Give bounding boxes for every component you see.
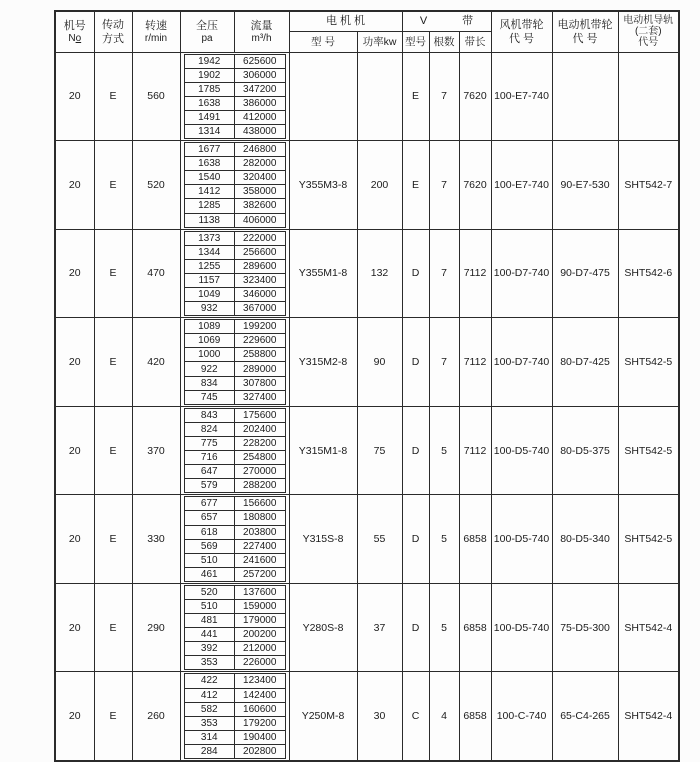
vbelt-length-cell: 7620	[459, 141, 491, 230]
vbelt-count-cell: 7	[429, 52, 459, 141]
flow-value: 222000	[234, 231, 285, 245]
vbelt-length-cell: 6858	[459, 495, 491, 584]
pressure-value: 1491	[184, 110, 234, 124]
pressure-flow-subtable	[184, 673, 286, 759]
table-header	[55, 11, 679, 52]
header-motor-group: 电 机 机	[289, 11, 402, 31]
header-speed: 转速 r/min	[132, 11, 180, 52]
pressure-flow-cell	[180, 141, 289, 230]
pressure-value: 657	[184, 511, 234, 525]
vbelt-model-cell: C	[402, 672, 429, 761]
pressure-value: 647	[184, 465, 234, 479]
pressure-value: 1049	[184, 288, 234, 302]
spec-block-row	[55, 406, 679, 495]
motor-power-cell: 55	[357, 495, 402, 584]
flow-value: 288200	[234, 479, 285, 493]
flow-value: 327400	[234, 390, 285, 404]
motor-rail-cell: SHT542-5	[618, 318, 679, 407]
pressure-value: 1412	[184, 185, 234, 199]
pressure-flow-row	[184, 213, 285, 227]
header-machine-no	[55, 11, 94, 52]
flow-value: 289000	[234, 362, 285, 376]
machine-no-cell: 20	[55, 318, 94, 407]
speed-cell: 520	[132, 141, 180, 230]
vbelt-count-cell: 5	[429, 406, 459, 495]
pressure-value: 353	[184, 716, 234, 730]
pressure-value: 1089	[184, 320, 234, 334]
pressure-flow-row	[184, 348, 285, 362]
vbelt-count-cell: 5	[429, 583, 459, 672]
pressure-value: 353	[184, 656, 234, 670]
motor-rail-cell: SHT542-4	[618, 583, 679, 672]
vbelt-count-cell: 5	[429, 495, 459, 584]
pressure-flow-subtable	[184, 231, 286, 317]
pressure-flow-cell	[180, 672, 289, 761]
pressure-flow-row	[184, 245, 285, 259]
pressure-flow-subtable	[184, 142, 286, 228]
pressure-value: 716	[184, 451, 234, 465]
pressure-flow-row	[184, 479, 285, 493]
motor-power-cell: 200	[357, 141, 402, 230]
machine-no-cell: 20	[55, 52, 94, 141]
flow-value: 257200	[234, 567, 285, 581]
speed-cell: 560	[132, 52, 180, 141]
flow-value: 347200	[234, 82, 285, 96]
motor-model-cell: Y315S-8	[289, 495, 357, 584]
pressure-value: 1540	[184, 171, 234, 185]
pressure-value: 922	[184, 362, 234, 376]
motor-pulley-cell: 90-D7-475	[552, 229, 618, 318]
drive-mode-cell: E	[94, 318, 132, 407]
flow-value: 228200	[234, 436, 285, 450]
vbelt-length-cell: 7620	[459, 52, 491, 141]
pressure-value: 481	[184, 614, 234, 628]
spec-block-row	[55, 52, 679, 141]
motor-pulley-cell: 75-D5-300	[552, 583, 618, 672]
pressure-flow-row	[184, 302, 285, 316]
spec-block-row	[55, 141, 679, 230]
pressure-value: 775	[184, 436, 234, 450]
vbelt-model-cell: D	[402, 406, 429, 495]
pressure-flow-row	[184, 674, 285, 688]
pressure-value: 843	[184, 408, 234, 422]
pressure-value: 1638	[184, 96, 234, 110]
vbelt-count-cell: 4	[429, 672, 459, 761]
motor-power-cell	[357, 52, 402, 141]
machine-no-cell: 20	[55, 583, 94, 672]
pressure-value: 1314	[184, 124, 234, 138]
pressure-flow-row	[184, 199, 285, 213]
vbelt-length-cell: 6858	[459, 672, 491, 761]
motor-model-cell: Y280S-8	[289, 583, 357, 672]
pressure-flow-cell	[180, 318, 289, 407]
header-motor-rail: 电动机导轨 (二套) 代号	[618, 11, 679, 52]
flow-value: 179000	[234, 614, 285, 628]
motor-pulley-cell: 90-E7-530	[552, 141, 618, 230]
pressure-value: 834	[184, 376, 234, 390]
pressure-flow-row	[184, 96, 285, 110]
spec-block-row	[55, 583, 679, 672]
flow-value: 246800	[234, 143, 285, 157]
spec-block-row	[55, 495, 679, 584]
flow-value: 386000	[234, 96, 285, 110]
fan-pulley-cell: 100-C-740	[491, 672, 552, 761]
pressure-flow-row	[184, 143, 285, 157]
pressure-value: 1138	[184, 213, 234, 227]
flow-value: 199200	[234, 320, 285, 334]
motor-rail-cell: SHT542-5	[618, 495, 679, 584]
fan-pulley-cell: 100-D7-740	[491, 229, 552, 318]
pressure-flow-subtable	[184, 54, 286, 140]
motor-pulley-cell: 80-D7-425	[552, 318, 618, 407]
flow-value: 137600	[234, 585, 285, 599]
pressure-value: 1285	[184, 199, 234, 213]
header-motor-power: 功率kw	[357, 31, 402, 52]
flow-value: 159000	[234, 599, 285, 613]
flow-value: 282000	[234, 157, 285, 171]
speed-cell: 370	[132, 406, 180, 495]
pressure-flow-row	[184, 642, 285, 656]
pressure-flow-row	[184, 422, 285, 436]
header-flow: 流量 m³/h	[234, 11, 289, 52]
flow-value: 226000	[234, 656, 285, 670]
fan-pulley-cell: 100-D5-740	[491, 406, 552, 495]
pressure-value: 569	[184, 539, 234, 553]
pressure-flow-cell	[180, 52, 289, 141]
pressure-flow-row	[184, 408, 285, 422]
vbelt-length-cell: 6858	[459, 583, 491, 672]
drive-mode-cell: E	[94, 52, 132, 141]
machine-no-cell: 20	[55, 229, 94, 318]
fan-pulley-cell: 100-D7-740	[491, 318, 552, 407]
fan-pulley-cell: 100-D5-740	[491, 583, 552, 672]
pressure-flow-row	[184, 320, 285, 334]
pressure-flow-row	[184, 288, 285, 302]
pressure-flow-row	[184, 716, 285, 730]
motor-pulley-cell: 80-D5-340	[552, 495, 618, 584]
vbelt-model-cell: E	[402, 52, 429, 141]
pressure-flow-row	[184, 273, 285, 287]
pressure-value: 1942	[184, 54, 234, 68]
fan-spec-table	[54, 10, 680, 762]
pressure-flow-row	[184, 231, 285, 245]
flow-value: 227400	[234, 539, 285, 553]
machine-no-cell: 20	[55, 495, 94, 584]
spec-block-row	[55, 672, 679, 761]
pressure-flow-row	[184, 702, 285, 716]
motor-rail-cell	[618, 52, 679, 141]
pressure-value: 412	[184, 688, 234, 702]
pressure-flow-row	[184, 730, 285, 744]
flow-value: 412000	[234, 110, 285, 124]
pressure-flow-row	[184, 390, 285, 404]
motor-model-cell	[289, 52, 357, 141]
pressure-flow-cell	[180, 495, 289, 584]
motor-model-cell: Y315M2-8	[289, 318, 357, 407]
speed-cell: 260	[132, 672, 180, 761]
pressure-value: 461	[184, 567, 234, 581]
pressure-flow-row	[184, 744, 285, 758]
header-motor-pulley: 电动机带轮 代 号	[552, 11, 618, 52]
table-body	[55, 52, 679, 761]
flow-value: 438000	[234, 124, 285, 138]
spec-block-row	[55, 229, 679, 318]
vbelt-count-cell: 7	[429, 229, 459, 318]
flow-value: 142400	[234, 688, 285, 702]
pressure-value: 824	[184, 422, 234, 436]
motor-power-cell: 75	[357, 406, 402, 495]
pressure-value: 1255	[184, 259, 234, 273]
vbelt-model-cell: D	[402, 583, 429, 672]
flow-value: 254800	[234, 451, 285, 465]
pressure-value: 745	[184, 390, 234, 404]
flow-value: 203800	[234, 525, 285, 539]
vbelt-model-cell: D	[402, 229, 429, 318]
machine-no-cell: 20	[55, 672, 94, 761]
motor-model-cell: Y315M1-8	[289, 406, 357, 495]
flow-value: 346000	[234, 288, 285, 302]
header-vbelt-count: 根数	[429, 31, 459, 52]
flow-value: 320400	[234, 171, 285, 185]
motor-rail-cell: SHT542-4	[618, 672, 679, 761]
flow-value: 406000	[234, 213, 285, 227]
speed-cell: 470	[132, 229, 180, 318]
pressure-value: 932	[184, 302, 234, 316]
flow-value: 358000	[234, 185, 285, 199]
pressure-flow-row	[184, 436, 285, 450]
pressure-flow-row	[184, 688, 285, 702]
flow-value: 258800	[234, 348, 285, 362]
flow-value: 625600	[234, 54, 285, 68]
pressure-flow-row	[184, 362, 285, 376]
pressure-flow-row	[184, 656, 285, 670]
pressure-value: 1069	[184, 334, 234, 348]
spec-sheet	[54, 10, 680, 762]
pressure-flow-row	[184, 334, 285, 348]
motor-pulley-cell: 65-C4-265	[552, 672, 618, 761]
pressure-flow-row	[184, 157, 285, 171]
vbelt-model-cell: D	[402, 318, 429, 407]
pressure-flow-cell	[180, 583, 289, 672]
pressure-flow-cell	[180, 406, 289, 495]
vbelt-length-cell: 7112	[459, 406, 491, 495]
motor-rail-cell: SHT542-5	[618, 406, 679, 495]
pressure-flow-row	[184, 82, 285, 96]
fan-pulley-cell: 100-E7-740	[491, 141, 552, 230]
flow-value: 175600	[234, 408, 285, 422]
header-pressure: 全压 pa	[180, 11, 234, 52]
spec-block-row	[55, 318, 679, 407]
pressure-value: 579	[184, 479, 234, 493]
flow-value: 200200	[234, 628, 285, 642]
vbelt-length-cell: 7112	[459, 318, 491, 407]
header-fan-pulley: 风机带轮 代 号	[491, 11, 552, 52]
flow-value: 306000	[234, 68, 285, 82]
header-vbelt-length: 带长	[459, 31, 491, 52]
motor-pulley-cell	[552, 52, 618, 141]
motor-model-cell: Y355M1-8	[289, 229, 357, 318]
speed-cell: 330	[132, 495, 180, 584]
motor-power-cell: 37	[357, 583, 402, 672]
pressure-flow-row	[184, 567, 285, 581]
flow-value: 307800	[234, 376, 285, 390]
pressure-value: 392	[184, 642, 234, 656]
vbelt-count-cell: 7	[429, 141, 459, 230]
pressure-value: 441	[184, 628, 234, 642]
pressure-value: 510	[184, 599, 234, 613]
pressure-value: 520	[184, 585, 234, 599]
pressure-value: 1344	[184, 245, 234, 259]
motor-pulley-cell: 80-D5-375	[552, 406, 618, 495]
flow-value: 212000	[234, 642, 285, 656]
pressure-value: 677	[184, 497, 234, 511]
speed-cell: 420	[132, 318, 180, 407]
pressure-flow-subtable	[184, 496, 286, 582]
pressure-value: 582	[184, 702, 234, 716]
vbelt-count-cell: 7	[429, 318, 459, 407]
pressure-flow-row	[184, 54, 285, 68]
pressure-flow-cell	[180, 229, 289, 318]
pressure-value: 1785	[184, 82, 234, 96]
motor-model-cell: Y355M3-8	[289, 141, 357, 230]
flow-value: 323400	[234, 273, 285, 287]
header-vbelt-group: V 带	[402, 11, 491, 31]
motor-power-cell: 90	[357, 318, 402, 407]
pressure-value: 618	[184, 525, 234, 539]
drive-mode-cell: E	[94, 495, 132, 584]
flow-value: 190400	[234, 730, 285, 744]
pressure-flow-row	[184, 614, 285, 628]
pressure-value: 1902	[184, 68, 234, 82]
pressure-value: 314	[184, 730, 234, 744]
drive-mode-cell: E	[94, 583, 132, 672]
drive-mode-cell: E	[94, 229, 132, 318]
pressure-value: 510	[184, 553, 234, 567]
flow-value: 156600	[234, 497, 285, 511]
pressure-value: 1373	[184, 231, 234, 245]
pressure-flow-row	[184, 465, 285, 479]
machine-no-cell: 20	[55, 406, 94, 495]
pressure-flow-subtable	[184, 408, 286, 494]
header-machine-no-en: No	[68, 32, 82, 44]
vbelt-length-cell: 7112	[459, 229, 491, 318]
drive-mode-cell: E	[94, 406, 132, 495]
pressure-flow-row	[184, 185, 285, 199]
speed-cell: 290	[132, 583, 180, 672]
pressure-value: 422	[184, 674, 234, 688]
flow-value: 270000	[234, 465, 285, 479]
pressure-flow-row	[184, 539, 285, 553]
drive-mode-cell: E	[94, 141, 132, 230]
motor-rail-cell: SHT542-7	[618, 141, 679, 230]
pressure-flow-row	[184, 259, 285, 273]
pressure-value: 1677	[184, 143, 234, 157]
pressure-flow-row	[184, 68, 285, 82]
pressure-flow-row	[184, 376, 285, 390]
pressure-flow-subtable	[184, 319, 286, 405]
pressure-flow-row	[184, 171, 285, 185]
pressure-value: 1157	[184, 273, 234, 287]
vbelt-model-cell: E	[402, 141, 429, 230]
flow-value: 367000	[234, 302, 285, 316]
pressure-flow-subtable	[184, 585, 286, 671]
pressure-flow-row	[184, 497, 285, 511]
header-motor-model: 型 号	[289, 31, 357, 52]
pressure-flow-row	[184, 599, 285, 613]
header-drive-mode: 传动 方式	[94, 11, 132, 52]
motor-rail-cell: SHT542-6	[618, 229, 679, 318]
pressure-flow-row	[184, 628, 285, 642]
vbelt-model-cell: D	[402, 495, 429, 584]
header-machine-no-cn: 机号	[63, 19, 86, 32]
header-vbelt-model: 型号	[402, 31, 429, 52]
fan-pulley-cell: 100-E7-740	[491, 52, 552, 141]
motor-power-cell: 132	[357, 229, 402, 318]
pressure-flow-row	[184, 525, 285, 539]
flow-value: 382600	[234, 199, 285, 213]
pressure-flow-row	[184, 585, 285, 599]
flow-value: 202800	[234, 744, 285, 758]
pressure-value: 1638	[184, 157, 234, 171]
flow-value: 179200	[234, 716, 285, 730]
pressure-value: 1000	[184, 348, 234, 362]
pressure-flow-row	[184, 124, 285, 138]
motor-power-cell: 30	[357, 672, 402, 761]
flow-value: 241600	[234, 553, 285, 567]
pressure-value: 284	[184, 744, 234, 758]
pressure-flow-row	[184, 110, 285, 124]
fan-pulley-cell: 100-D5-740	[491, 495, 552, 584]
pressure-flow-row	[184, 451, 285, 465]
flow-value: 289600	[234, 259, 285, 273]
drive-mode-cell: E	[94, 672, 132, 761]
flow-value: 180800	[234, 511, 285, 525]
flow-value: 256600	[234, 245, 285, 259]
motor-model-cell: Y250M-8	[289, 672, 357, 761]
flow-value: 160600	[234, 702, 285, 716]
pressure-flow-row	[184, 553, 285, 567]
machine-no-cell: 20	[55, 141, 94, 230]
pressure-flow-row	[184, 511, 285, 525]
flow-value: 202400	[234, 422, 285, 436]
flow-value: 229600	[234, 334, 285, 348]
flow-value: 123400	[234, 674, 285, 688]
